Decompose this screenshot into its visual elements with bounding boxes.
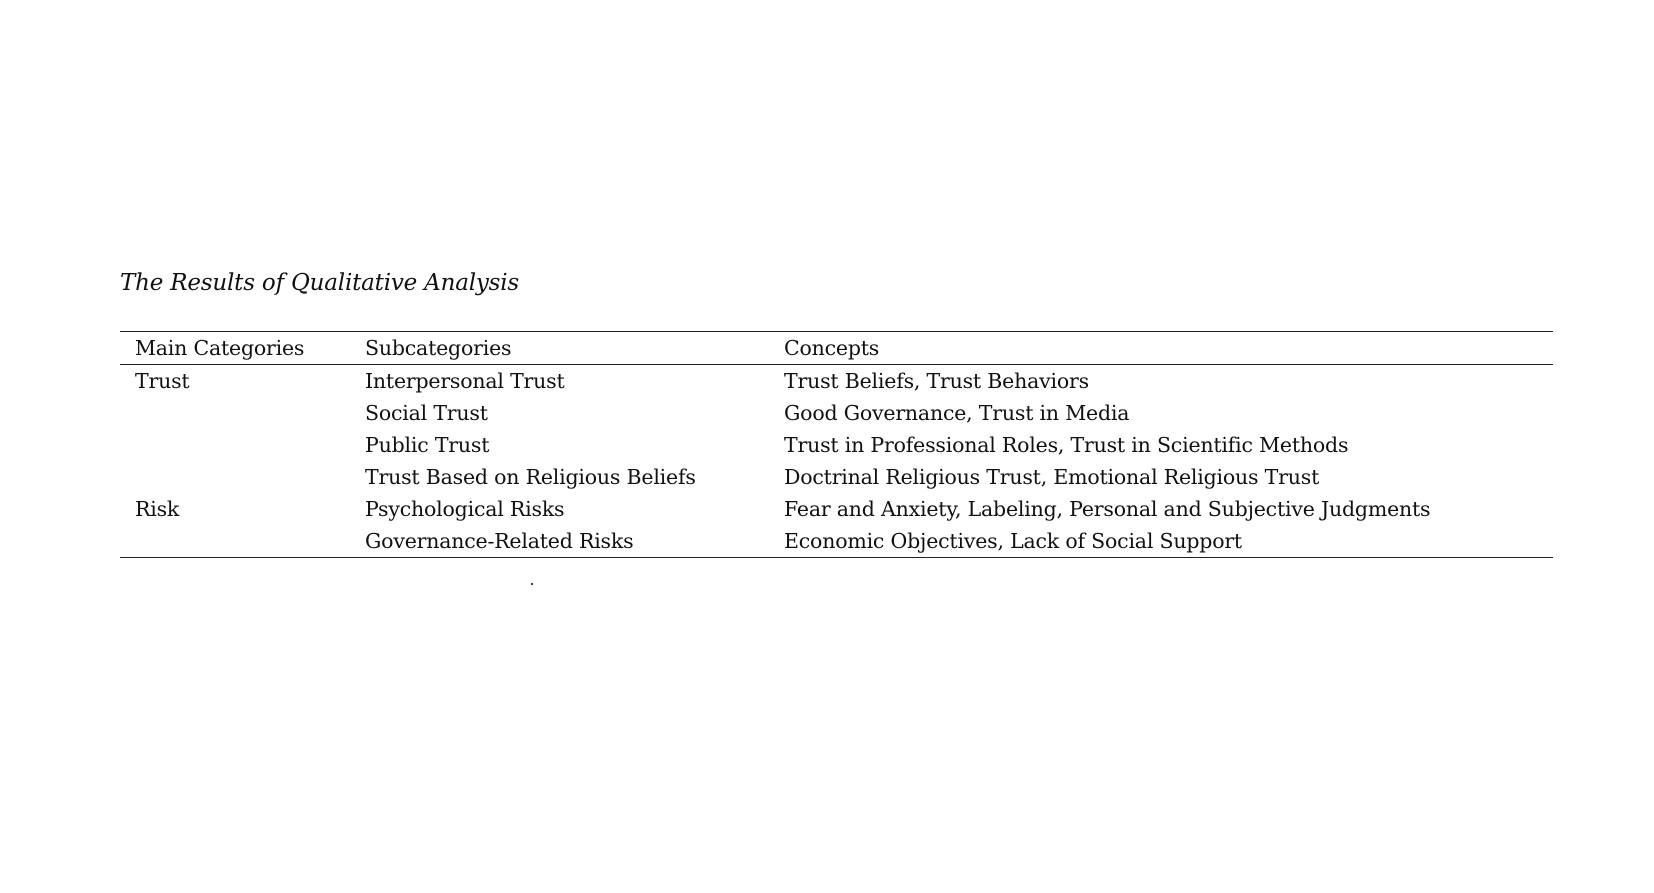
table-row [120, 525, 1553, 558]
header-subcategories: Subcategories [365, 336, 512, 360]
table-row [120, 461, 1553, 493]
concepts-cell: Trust in Professional Roles, Trust in Scientific Methods [784, 433, 1349, 457]
concepts-cell: Good Governance, Trust in Media [784, 401, 1130, 425]
results-table [120, 331, 1553, 558]
concepts-cell: Fear and Anxiety, Labeling, Personal and Subjective Judgments [784, 497, 1431, 521]
table-row [120, 493, 1553, 525]
table-row [120, 365, 1553, 398]
subcategory-cell: Psychological Risks [365, 497, 565, 521]
main-category-cell [120, 397, 365, 429]
concepts-cell: Doctrinal Religious Trust, Emotional Religious Trust [784, 465, 1320, 489]
table-row [120, 397, 1553, 429]
table-title: The Results of Qualitative Analysis [120, 270, 520, 296]
main-category-cell [120, 429, 365, 461]
header-concepts: Concepts [784, 336, 880, 360]
concepts-cell: Economic Objectives, Lack of Social Support [784, 529, 1242, 553]
subcategory-cell: Public Trust [365, 433, 490, 457]
main-category-cell: Risk [135, 497, 180, 521]
subcategory-cell: Social Trust [365, 401, 488, 425]
header-main-categories: Main Categories [135, 336, 305, 360]
concepts-cell: Trust Beliefs, Trust Behaviors [784, 369, 1089, 393]
table-header [120, 332, 1553, 365]
header-row [120, 332, 1553, 365]
main-category-cell [120, 461, 365, 493]
table-row [120, 429, 1553, 461]
table-body [120, 365, 1553, 558]
subcategory-cell: Interpersonal Trust [365, 369, 565, 393]
main-category-cell: Trust [135, 369, 190, 393]
subcategory-cell: Trust Based on Religious Beliefs [365, 465, 696, 489]
main-category-cell [120, 525, 365, 558]
subcategory-cell: Governance-Related Risks [365, 529, 634, 553]
stray-mark [531, 583, 533, 585]
